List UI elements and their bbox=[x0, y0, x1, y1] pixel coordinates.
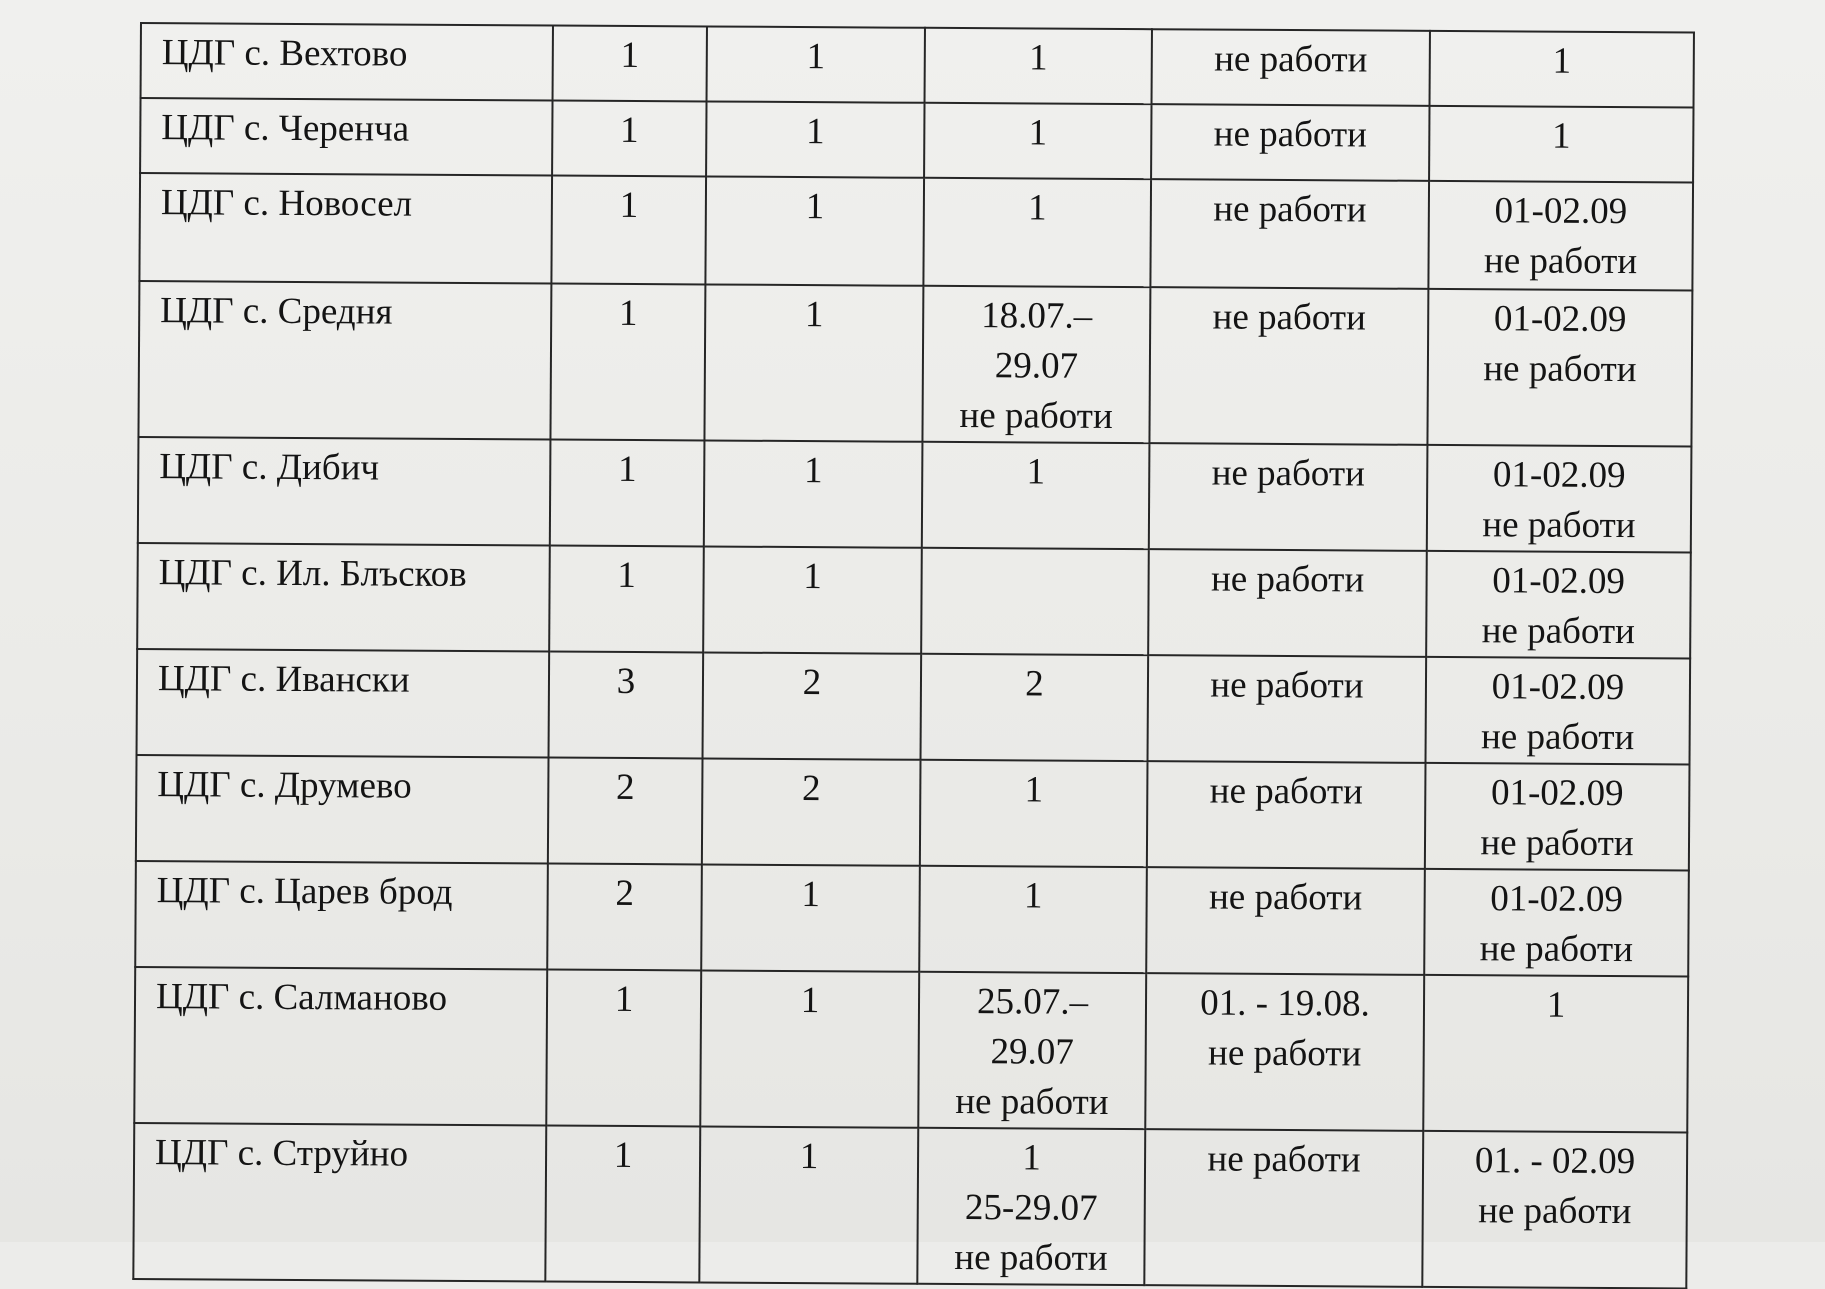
column-4-cell bbox=[1151, 104, 1429, 181]
cell-text-line: 29.07 bbox=[990, 1031, 1074, 1073]
column-1-cell bbox=[546, 970, 701, 1127]
table-row bbox=[137, 543, 1691, 658]
table-row bbox=[138, 281, 1692, 446]
column-3-cell bbox=[920, 760, 1148, 867]
column-1-cell bbox=[547, 864, 702, 971]
table-row bbox=[134, 967, 1688, 1132]
cell-text-line: не работи bbox=[1207, 1138, 1361, 1181]
kindergarten-name: ЦДГ с. Царев брод bbox=[156, 870, 453, 913]
column-5-cell bbox=[1430, 31, 1694, 108]
column-2-cell bbox=[702, 758, 921, 865]
cell-text-line: 01-02.09 bbox=[1491, 666, 1625, 709]
table-row bbox=[141, 23, 1694, 107]
column-1-cell bbox=[553, 26, 707, 102]
kindergarten-name: ЦДГ с. Дибич bbox=[159, 446, 380, 489]
cell-text-line: не работи bbox=[1212, 296, 1366, 339]
column-3-cell bbox=[923, 178, 1151, 287]
cell-text-line: 1 bbox=[614, 978, 634, 1021]
cell-text-line: 01. - 19.08. bbox=[1200, 982, 1370, 1025]
cell-text-line: 1 bbox=[1026, 451, 1046, 493]
cell-text-line: 01. - 02.09 bbox=[1474, 1140, 1636, 1183]
kindergarten-name: ЦДГ с. Вехтово bbox=[161, 32, 408, 75]
column-5-cell bbox=[1427, 289, 1692, 447]
cell-text-line: 1 bbox=[803, 556, 822, 598]
cell-text-line: 1 bbox=[800, 980, 820, 1022]
column-4-cell bbox=[1149, 443, 1428, 551]
column-3-cell bbox=[924, 103, 1151, 179]
cell-text-line: 1 bbox=[617, 554, 637, 597]
kindergarten-name-cell bbox=[139, 173, 552, 284]
column-1-cell bbox=[552, 101, 706, 177]
kindergarten-schedule-table bbox=[132, 22, 1695, 1289]
cell-text-line: 2 bbox=[801, 768, 821, 810]
kindergarten-name-cell bbox=[138, 281, 551, 440]
column-3-cell bbox=[917, 1128, 1145, 1285]
cell-text-line: не работи bbox=[959, 395, 1113, 437]
kindergarten-name-cell bbox=[134, 967, 547, 1126]
column-4-cell bbox=[1146, 867, 1425, 975]
table-body bbox=[133, 23, 1694, 1288]
cell-text-line: 2 bbox=[615, 872, 635, 915]
column-3-cell bbox=[918, 972, 1146, 1129]
cell-text-line: не работи bbox=[1213, 188, 1367, 231]
cell-text-line: 1 bbox=[613, 1134, 633, 1177]
column-5-cell bbox=[1423, 975, 1688, 1133]
cell-text-line: 2 bbox=[615, 766, 635, 809]
cell-text-line: 01-02.09 bbox=[1490, 772, 1624, 815]
column-2-cell bbox=[700, 970, 919, 1127]
cell-text-line: не работи bbox=[1483, 240, 1638, 283]
column-5-cell bbox=[1426, 551, 1691, 659]
column-1-cell bbox=[545, 1126, 700, 1283]
cell-text-line: 01-02.09 bbox=[1494, 190, 1628, 233]
column-4-cell bbox=[1150, 179, 1429, 289]
column-1-cell bbox=[549, 546, 704, 653]
cell-text-line: не работи bbox=[1214, 38, 1368, 81]
column-5-cell bbox=[1428, 181, 1693, 291]
column-3-cell bbox=[919, 866, 1147, 973]
cell-text-line: 1 bbox=[1551, 115, 1571, 157]
cell-text-line: не работи bbox=[955, 1081, 1109, 1123]
cell-text-line: 1 bbox=[1546, 984, 1566, 1026]
cell-text-line: 1 bbox=[1028, 37, 1048, 79]
kindergarten-name-cell bbox=[133, 1123, 546, 1282]
cell-text-line: не работи bbox=[1211, 452, 1365, 495]
kindergarten-name: ЦДГ с. Черенча bbox=[161, 107, 410, 150]
cell-text-line: 1 bbox=[618, 292, 638, 335]
kindergarten-name-cell bbox=[138, 437, 551, 546]
cell-text-line: 1 bbox=[805, 186, 825, 228]
kindergarten-name: ЦДГ с. Новосел bbox=[160, 182, 413, 225]
column-2-cell bbox=[706, 101, 924, 177]
cell-text-line: 1 bbox=[806, 36, 826, 78]
cell-text-line: 1 bbox=[805, 111, 825, 153]
column-4-cell bbox=[1144, 1129, 1423, 1287]
column-3-cell bbox=[925, 28, 1152, 104]
column-4-cell bbox=[1152, 29, 1430, 106]
column-2-cell bbox=[701, 864, 920, 971]
cell-text-line: 2 bbox=[802, 662, 822, 704]
table-row bbox=[138, 437, 1692, 552]
column-3-cell bbox=[921, 548, 1149, 655]
table-row bbox=[135, 861, 1689, 976]
column-2-cell bbox=[703, 652, 922, 759]
cell-text-line: 1 bbox=[1023, 875, 1043, 917]
column-3-cell bbox=[922, 442, 1150, 549]
cell-text-line: 18.07.– bbox=[981, 295, 1093, 337]
kindergarten-name-cell bbox=[140, 98, 552, 176]
cell-text-line: не работи bbox=[1479, 928, 1634, 971]
table-row bbox=[137, 649, 1691, 764]
column-4-cell bbox=[1145, 973, 1424, 1131]
cell-text-line: не работи bbox=[1207, 1032, 1362, 1075]
column-1-cell bbox=[550, 284, 705, 441]
table-row bbox=[133, 1123, 1687, 1288]
cell-text-line: 01-02.09 bbox=[1490, 878, 1624, 921]
column-5-cell bbox=[1429, 106, 1693, 183]
cell-text-line: 1 bbox=[1024, 769, 1044, 811]
cell-text-line: не работи bbox=[1208, 876, 1363, 919]
cell-text-line: 1 bbox=[1028, 112, 1048, 154]
cell-text-line: 01-02.09 bbox=[1492, 454, 1626, 497]
kindergarten-name: ЦДГ с. Средня bbox=[160, 290, 393, 333]
column-5-cell bbox=[1425, 657, 1690, 765]
column-4-cell bbox=[1149, 287, 1428, 445]
cell-text-line: 1 bbox=[619, 184, 639, 227]
column-2-cell bbox=[704, 284, 923, 441]
column-5-cell bbox=[1427, 445, 1692, 553]
cell-text-line: 25.07.– bbox=[976, 981, 1089, 1023]
cell-text-line: не работи bbox=[1480, 822, 1634, 865]
cell-text-line bbox=[931, 553, 1140, 554]
column-1-cell bbox=[551, 176, 706, 285]
column-5-cell bbox=[1424, 869, 1689, 977]
table-row bbox=[140, 98, 1693, 182]
column-2-cell bbox=[705, 176, 924, 285]
kindergarten-name-cell bbox=[135, 861, 548, 970]
cell-text-line: не работи bbox=[1213, 113, 1368, 156]
column-1-cell bbox=[548, 758, 703, 865]
kindergarten-name-cell bbox=[136, 755, 549, 864]
kindergarten-name-cell bbox=[137, 649, 550, 758]
column-1-cell bbox=[549, 652, 704, 759]
column-4-cell bbox=[1147, 761, 1426, 869]
table-row bbox=[139, 173, 1693, 290]
cell-text-line: 1 bbox=[801, 874, 821, 916]
cell-text-line: 1 bbox=[1022, 1137, 1041, 1179]
cell-text-line: не работи bbox=[1481, 610, 1636, 653]
column-5-cell bbox=[1422, 1131, 1687, 1289]
cell-text-line: 25-29.07 bbox=[964, 1187, 1098, 1229]
cell-text-line: не работи bbox=[1478, 1190, 1632, 1233]
cell-text-line: 1 bbox=[617, 448, 637, 491]
kindergarten-name-cell bbox=[137, 543, 550, 652]
kindergarten-name: ЦДГ с. Салманово bbox=[155, 976, 448, 1019]
cell-text-line: не работи bbox=[1480, 716, 1635, 759]
cell-text-line: 01-02.09 bbox=[1492, 560, 1626, 603]
cell-text-line: 1 bbox=[1028, 187, 1047, 229]
kindergarten-name: ЦДГ с. Ивански bbox=[157, 658, 410, 701]
column-2-cell bbox=[699, 1126, 918, 1283]
cell-text-line: 01-02.09 bbox=[1493, 298, 1627, 341]
kindergarten-name: ЦДГ с. Друмево bbox=[157, 764, 412, 807]
column-5-cell bbox=[1425, 763, 1690, 871]
cell-text-line: не работи bbox=[1482, 504, 1636, 547]
column-4-cell bbox=[1148, 549, 1427, 657]
kindergarten-name: ЦДГ с. Ил. Блъсков bbox=[158, 552, 467, 596]
column-1-cell bbox=[550, 440, 705, 547]
cell-text-line: 1 bbox=[1552, 40, 1572, 82]
kindergarten-name-cell bbox=[141, 23, 553, 101]
column-4-cell bbox=[1148, 655, 1427, 763]
cell-text-line: не работи bbox=[1209, 770, 1364, 813]
cell-text-line: 1 bbox=[799, 1136, 819, 1178]
cell-text-line: 1 bbox=[620, 34, 640, 77]
table-row bbox=[136, 755, 1690, 870]
kindergarten-name: ЦДГ с. Струйно bbox=[154, 1132, 409, 1175]
column-3-cell bbox=[922, 286, 1150, 443]
cell-text-line: 1 bbox=[803, 450, 823, 492]
cell-text-line: 3 bbox=[616, 660, 636, 703]
cell-text-line: 2 bbox=[1025, 663, 1044, 705]
cell-text-line: не работи bbox=[1483, 348, 1637, 391]
cell-text-line: не работи bbox=[1210, 664, 1364, 707]
cell-text-line: не работи bbox=[1210, 558, 1365, 601]
column-2-cell bbox=[704, 440, 923, 547]
cell-text-line: 1 bbox=[804, 294, 824, 336]
cell-text-line: 1 bbox=[619, 109, 639, 152]
cell-text-line: 29.07 bbox=[994, 345, 1079, 387]
column-2-cell bbox=[703, 546, 922, 653]
cell-text-line: не работи bbox=[954, 1236, 1108, 1279]
column-2-cell bbox=[707, 26, 925, 102]
column-3-cell bbox=[921, 654, 1149, 761]
